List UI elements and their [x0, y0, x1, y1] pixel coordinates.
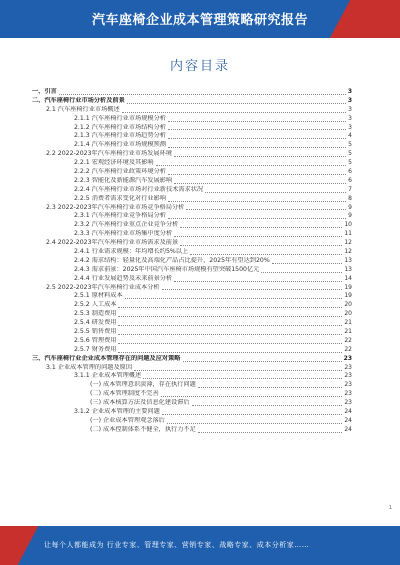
toc-entry-page: 23 — [344, 372, 352, 380]
toc-entry-page: 20 — [344, 301, 352, 309]
toc-entry-page: 23 — [344, 381, 352, 389]
toc-dot-leader — [198, 387, 343, 388]
toc-entry[interactable] — [32, 124, 352, 133]
toc-entry-text: 2.2 2022-2023年汽车座椅行业市场发展环境 — [46, 150, 172, 158]
toc-entry-text: 2.1.1 汽车座椅行业市场规模分析 — [74, 114, 166, 122]
toc-entry-page: 3 — [347, 96, 352, 104]
toc-entry[interactable] — [32, 381, 352, 390]
toc-entry-page: 23 — [344, 363, 352, 371]
toc-entry-text: 2.5.7 财务费用 — [74, 345, 117, 353]
toc-entry[interactable] — [32, 257, 352, 266]
toc-dot-leader — [192, 405, 343, 406]
toc-entry-text: 2.2.5 消费者需求变化对行业影响 — [74, 194, 166, 202]
table-of-contents — [32, 88, 352, 435]
toc-dot-leader — [168, 147, 346, 148]
toc-entry-text: 2.4.1 行业需求规模：年均增长约5%以上 — [74, 248, 189, 256]
toc-entry[interactable] — [32, 221, 352, 230]
toc-dot-leader — [167, 423, 343, 424]
toc-dot-leader — [168, 218, 346, 219]
toc-dot-leader — [162, 289, 343, 290]
toc-entry-text: 2.3.2 汽车座椅行业重点企业竞争分析 — [74, 221, 179, 229]
toc-entry-page: 7 — [348, 185, 352, 193]
toc-entry-text: 2.4.2 需求结构：轻量化及高端化产品占比提升，2025年有望达到20% — [74, 256, 270, 264]
toc-entry[interactable] — [32, 195, 352, 204]
toc-entry[interactable] — [32, 204, 352, 213]
toc-entry[interactable] — [32, 275, 352, 284]
toc-entry[interactable] — [32, 284, 352, 293]
toc-entry-text: (一) 企业成本管理观念落后 — [90, 416, 165, 424]
toc-entry-text: 2.1.3 汽车座椅行业市场趋势分析 — [74, 132, 166, 140]
toc-dot-leader — [186, 209, 346, 210]
toc-entry[interactable] — [32, 212, 352, 221]
toc-entry-text: (二) 成本控制体系不健全，执行力不足 — [90, 425, 196, 433]
toc-entry[interactable] — [32, 301, 352, 310]
toc-entry-text: 2.3.1 汽车座椅行业竞争格局分析 — [74, 212, 166, 220]
toc-entry-text: 二、汽车座椅行业市场分析及前景 — [32, 96, 125, 104]
toc-entry-page: 3 — [348, 105, 352, 113]
toc-dot-leader — [118, 343, 342, 344]
toc-entry-page: 13 — [344, 256, 352, 264]
toc-entry[interactable] — [32, 346, 352, 355]
footer-red-stripe — [0, 526, 38, 565]
toc-dot-leader — [162, 414, 343, 415]
toc-entry-page: 6 — [348, 176, 352, 184]
toc-entry-page: 20 — [344, 310, 352, 318]
toc-entry[interactable] — [32, 426, 352, 435]
toc-entry[interactable] — [32, 177, 352, 186]
toc-entry-page: 12 — [344, 248, 352, 256]
toc-dot-leader — [180, 227, 342, 228]
footer-slogan: 让每个人都能成为 行业专家、管理专家、营销专家、战略专家、成本分析家…… — [44, 541, 310, 549]
toc-entry[interactable] — [32, 408, 352, 417]
toc-entry-text: 2.5.4 研发费用 — [74, 319, 117, 327]
toc-entry-text: 2.5.1 原材料成本 — [74, 292, 123, 300]
toc-entry-text: 2.3.3 汽车座椅行业市场集中度分析 — [74, 230, 173, 238]
page-number: 1 — [388, 505, 392, 511]
toc-entry-page: 5 — [348, 150, 352, 158]
toc-entry[interactable] — [32, 88, 352, 97]
toc-dot-leader — [125, 298, 343, 299]
toc-dot-leader — [118, 316, 342, 317]
toc-dot-leader — [168, 121, 346, 122]
toc-entry[interactable] — [32, 239, 352, 248]
toc-entry[interactable] — [32, 141, 352, 150]
toc-entry[interactable] — [32, 310, 352, 319]
toc-dot-leader — [118, 334, 342, 335]
toc-entry-page: 8 — [348, 194, 352, 202]
toc-entry[interactable] — [32, 266, 352, 275]
toc-dot-leader — [118, 325, 342, 326]
toc-entry[interactable] — [32, 168, 352, 177]
toc-dot-leader — [272, 263, 343, 264]
toc-dot-leader — [198, 432, 343, 433]
toc-entry-page: 21 — [344, 319, 352, 327]
toc-entry-text: 2.4 2022-2023年汽车座椅行业市场需求及前景 — [46, 239, 179, 247]
toc-entry-page: 3 — [348, 123, 352, 131]
toc-dot-leader — [127, 103, 346, 104]
header-banner — [0, 0, 400, 38]
toc-entry-text: 2.2.2 汽车座椅行业政策环境分析 — [74, 168, 166, 175]
toc-dot-leader — [143, 378, 342, 379]
toc-entry-text: 2.5.5 销售费用 — [74, 328, 117, 336]
toc-entry[interactable] — [32, 364, 352, 373]
toc-entry[interactable] — [32, 399, 352, 408]
toc-entry[interactable] — [32, 97, 352, 106]
toc-dot-leader — [161, 396, 343, 397]
toc-entry-text: 3.1 企业成本管理的问题及原因 — [46, 363, 133, 371]
toc-entry-text: 2.4.4 行业发展趋势及未来前景分析 — [74, 274, 173, 282]
toc-entry-text: 2.5.6 管理费用 — [74, 336, 117, 344]
toc-entry[interactable] — [32, 106, 352, 115]
toc-entry-text: 2.5.3 制造费用 — [74, 310, 117, 318]
toc-entry-page: 12 — [344, 239, 352, 247]
toc-entry-page: 4 — [348, 132, 352, 140]
toc-entry-page: 22 — [344, 345, 352, 353]
toc-entry[interactable] — [32, 115, 352, 124]
toc-dot-leader — [174, 183, 346, 184]
toc-dot-leader — [122, 112, 346, 113]
toc-dot-leader — [174, 236, 342, 237]
toc-entry-text: 2.1 汽车座椅行业市场概述 — [46, 105, 120, 113]
toc-dot-leader — [118, 352, 342, 353]
toc-entry-page: 23 — [343, 354, 352, 362]
toc-dot-leader — [118, 307, 342, 308]
toc-dot-leader — [168, 129, 346, 130]
toc-entry-page: 24 — [344, 425, 352, 433]
toc-entry-text: (二) 成本管理制度不完善 — [90, 390, 159, 398]
toc-entry-page: 24 — [344, 408, 352, 416]
toc-entry-page: 5 — [348, 141, 352, 149]
toc-entry-page: 3 — [347, 87, 352, 95]
toc-dot-leader — [168, 138, 346, 139]
toc-dot-leader — [190, 254, 342, 255]
toc-entry[interactable] — [32, 292, 352, 301]
toc-dot-leader — [174, 281, 342, 282]
toc-entry-text: 2.5.2 人工成本 — [74, 301, 117, 309]
toc-entry-text: 2.1.4 汽车座椅行业市场规模预测 — [74, 141, 166, 149]
toc-entry-page: 23 — [344, 390, 352, 398]
toc-dot-leader — [134, 370, 342, 371]
toc-dot-leader — [59, 94, 346, 95]
toc-entry-text: 一、引言 — [32, 87, 57, 95]
toc-entry[interactable] — [32, 319, 352, 328]
toc-entry-text: 3.1.1 企业成本管理概述 — [74, 372, 142, 380]
toc-entry[interactable] — [32, 230, 352, 239]
toc-entry-text: 2.2.1 宏观经济环境及其影响 — [74, 159, 154, 167]
toc-entry-text: 2.5 2022-2023年汽车座椅行业成本分析 — [46, 283, 160, 291]
toc-entry[interactable] — [32, 355, 352, 364]
toc-dot-leader — [168, 201, 346, 202]
toc-entry-text: 三、汽车座椅行业企业成本管理存在的问题及应对策略 — [32, 354, 181, 362]
toc-entry[interactable] — [32, 373, 352, 382]
toc-dot-leader — [168, 174, 346, 175]
toc-entry[interactable] — [32, 417, 352, 426]
toc-entry-text: 2.4.3 需求前景：2025年中国汽车座椅市场规模有望突破1500亿元 — [74, 265, 260, 273]
toc-dot-leader — [156, 165, 347, 166]
toc-entry[interactable] — [32, 248, 352, 257]
toc-entry-text: (三) 成本核算方法及信息化建设滞后 — [90, 399, 190, 407]
toc-entry[interactable] — [32, 186, 352, 195]
toc-entry-page: 24 — [344, 416, 352, 424]
toc-entry-page: 10 — [344, 221, 352, 229]
toc-dot-leader — [261, 272, 342, 273]
toc-entry[interactable] — [32, 337, 352, 346]
toc-entry-page: 19 — [344, 292, 352, 300]
toc-entry-text: 3.1.2 企业成本管理的主要问题 — [74, 408, 160, 416]
toc-entry-page: 21 — [344, 328, 352, 336]
toc-entry-page: 22 — [344, 336, 352, 344]
toc-entry[interactable] — [32, 390, 352, 399]
toc-entry-text: 2.3 2022-2023年汽车座椅行业市场竞争格局分析 — [46, 203, 185, 211]
toc-entry-text: (一) 成本管理意识淡薄，存在执行问题 — [90, 381, 196, 389]
toc-entry-page: 19 — [344, 283, 352, 291]
toc-dot-leader — [180, 245, 342, 246]
toc-entry-page: 23 — [344, 399, 352, 407]
toc-entry[interactable] — [32, 150, 352, 159]
toc-dot-leader — [174, 156, 346, 157]
toc-entry-page: 14 — [344, 274, 352, 282]
toc-entry[interactable] — [32, 159, 352, 168]
toc-dot-leader — [205, 192, 346, 193]
toc-entry-page: 3 — [348, 114, 352, 122]
toc-entry-page: 9 — [348, 212, 352, 220]
toc-entry-text: 2.1.2 汽车座椅行业市场结构分析 — [74, 123, 166, 131]
footer-banner — [0, 526, 400, 565]
toc-heading: 内容目录 — [169, 59, 230, 74]
toc-entry-page: 11 — [344, 230, 352, 238]
toc-entry-text: 2.2.4 汽车座椅行业市场对行业新技术需求状况 — [74, 185, 204, 193]
toc-entry[interactable] — [32, 328, 352, 337]
toc-entry-text: 2.2.3 智能化及新能源汽车发展影响 — [74, 176, 173, 184]
toc-entry-page: 6 — [348, 168, 352, 175]
report-title: 汽车座椅企业成本管理策略研究报告 — [91, 13, 308, 28]
toc-entry-page: 13 — [344, 265, 352, 273]
toc-dot-leader — [183, 361, 342, 362]
toc-entry[interactable] — [32, 132, 352, 141]
toc-entry-page: 9 — [348, 203, 352, 211]
toc-entry-page: 5 — [348, 159, 352, 167]
